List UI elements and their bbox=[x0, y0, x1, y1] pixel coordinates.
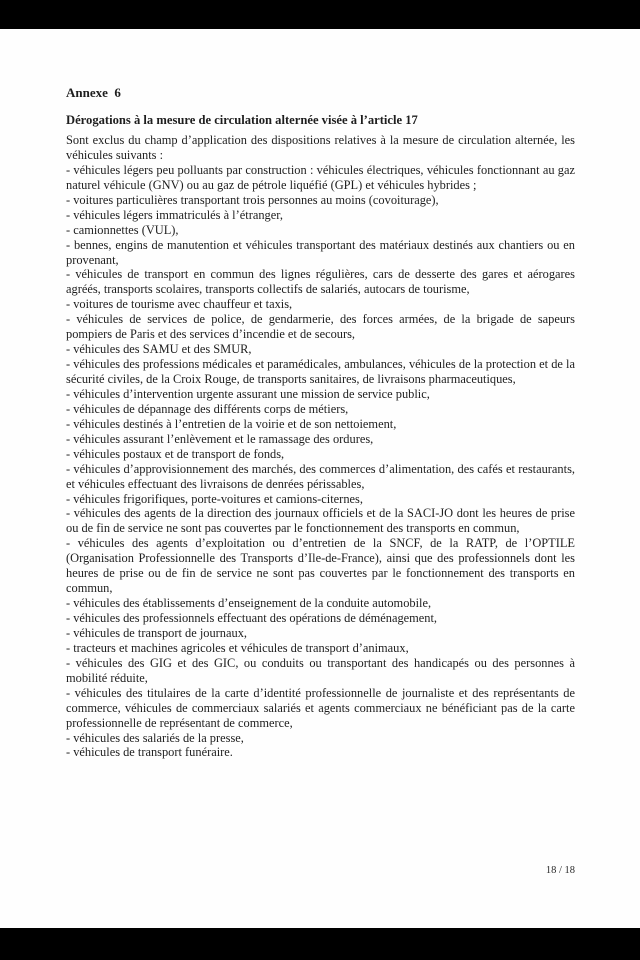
list-item: - véhicules des SAMU et des SMUR, bbox=[66, 342, 252, 357]
list-item: - voitures particulières transportant trois personnes au moins (covoiturage), bbox=[66, 192, 439, 207]
list-item: - véhicules de services de police, de gendarmerie, des forces armées, de la brigade de sapeurs pompiers de Paris et des services d’incendie et de secours, bbox=[66, 312, 575, 342]
list-item: - véhicules frigorifiques, porte-voitures et camions-citernes, bbox=[66, 491, 363, 506]
list-item: - véhicules légers peu polluants par construction : véhicules électriques, véhicules fonctionnant au gaz naturel véhicule (GNV) ou au gaz de pétrole liquéfié (GPL) et véhicules hybrides ; bbox=[66, 162, 575, 192]
list-item: - véhicules de transport en commun des lignes régulières, cars de desserte des gares et aérogares agréés, transports scolaires, transports collectifs de salariés, autocars de tourisme, bbox=[66, 267, 575, 297]
document-content bbox=[66, 85, 575, 760]
list-item: - véhicules de transport funéraire. bbox=[66, 745, 233, 760]
list-item: - véhicules d’intervention urgente assurant une mission de service public, bbox=[66, 386, 430, 401]
letterbox-top bbox=[0, 0, 640, 29]
list-item: - véhicules légers immatriculés à l’étranger, bbox=[66, 207, 283, 222]
list-item: - véhicules des agents de la direction des journaux officiels et de la SACI-JO dont les heures de prise ou de fin de service ne sont pas couvertes par le fonctionnement des transports en commun, bbox=[66, 506, 575, 536]
list-item: - véhicules des agents d’exploitation ou d’entretien de la SNCF, de la RATP, de l’OPTILE (Organisation Professionnelle des Transports d’Ile-de-France), ainsi que des professionnels dont les heures de prise ou de fin de service ne sont pas couvertes par le fonctionnement des transports en commun, bbox=[66, 536, 575, 596]
annex-label: Annexe 6 bbox=[66, 85, 121, 100]
list-item: - véhicules des titulaires de la carte d’identité professionnelle de journaliste et des représentants de commerce, véhicules de commerciaux salariés et agents commerciaux ne bénéficiant pas de la carte professionnelle de représentant de commerce, bbox=[66, 685, 575, 730]
list-item: - véhicules des GIG et des GIC, ou conduits ou transportant des handicapés ou des personnes à mobilité réduite, bbox=[66, 655, 575, 685]
list-item: - véhicules des établissements d’enseignement de la conduite automobile, bbox=[66, 596, 432, 611]
list-item: - véhicules postaux et de transport de fonds, bbox=[66, 446, 285, 461]
list-item: - bennes, engins de manutention et véhicules transportant des matériaux destinés aux chantiers ou en provenant, bbox=[66, 237, 575, 267]
exemption-list bbox=[66, 163, 575, 761]
letterbox-bottom bbox=[0, 928, 640, 960]
document-title: Dérogations à la mesure de circulation alternée visée à l’article 17 bbox=[66, 113, 418, 127]
intro-paragraph: Sont exclus du champ d’application des dispositions relatives à la mesure de circulation alternée, les véhicules suivants : bbox=[66, 133, 575, 162]
list-item: - véhicules des professions médicales et paramédicales, ambulances, véhicules de la protection et de la sécurité civiles, de la Croix Rouge, de transports sanitaires, de livraisons pharmaceutiques, bbox=[66, 357, 575, 386]
document-page bbox=[0, 29, 640, 928]
list-item: - véhicules de dépannage des différents corps de métiers, bbox=[66, 401, 349, 416]
list-item: - camionnettes (VUL), bbox=[66, 222, 179, 237]
list-item: - véhicules de transport de journaux, bbox=[66, 625, 247, 640]
list-item: - tracteurs et machines agricoles et véhicules de transport d’animaux, bbox=[66, 640, 409, 655]
list-item: - véhicules des professionnels effectuant des opérations de déménagement, bbox=[66, 611, 438, 625]
list-item: - véhicules destinés à l’entretien de la voirie et de son nettoiement, bbox=[66, 416, 397, 431]
list-item: - véhicules assurant l’enlèvement et le ramassage des ordures, bbox=[66, 431, 374, 446]
list-item: - véhicules d’approvisionnement des marchés, des commerces d’alimentation, des cafés et restaurants, et véhicules effectuant des livraisons de denrées périssables, bbox=[66, 461, 575, 491]
page-number: 18 / 18 bbox=[545, 865, 575, 876]
list-item: - voitures de tourisme avec chauffeur et taxis, bbox=[66, 297, 293, 312]
list-item: - véhicules des salariés de la presse, bbox=[66, 730, 244, 745]
